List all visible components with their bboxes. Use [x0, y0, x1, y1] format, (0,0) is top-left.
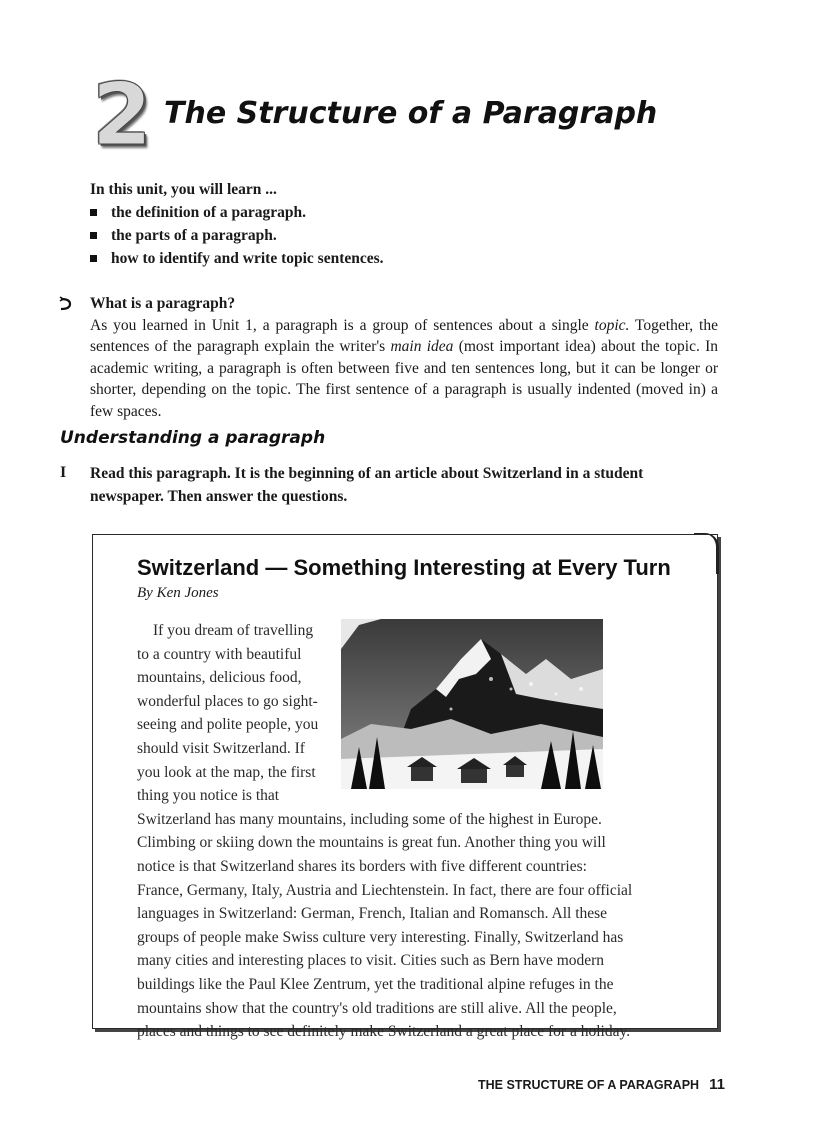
unit-title: The Structure of a Paragraph	[164, 96, 658, 131]
square-bullet-icon	[90, 209, 97, 216]
article-text-beside-photo: If you dream of travelling to a country with beautiful mountains, delicious food, wonderful places to go sight- seeing and polite people, you should visit Switzerland. If you look at the map, the first thing you notice is that	[137, 622, 319, 805]
learning-intro: In this unit, you will learn ...	[90, 181, 277, 198]
exercise-number: I	[60, 464, 67, 481]
article-text-full-width: Switzerland has many mountains, including some of the highest in Europe. Climbing or skiing down the mountains is great fun. Another thing you will notice is that Switzerland shares its borders with five different countries: France, Germany, Italy, Austria and Liechtenstein. In fact, there are four official languages in Switzerland: German, French, Italian and Romansch. All these groups of people make Swiss culture very interesting. Finally, Switzerland has many cities and interesting places to visit. Cities such as Bern have modern buildings like the Paul Klee Zentrum, yet the traditional alpine refuges in the mountains show that the country's old traditions are still alive. All the people, places and things to see definitely make Switzerland a great place for a holiday.	[137, 810, 633, 1041]
objective-item: the definition of a paragraph.	[90, 201, 384, 224]
article-body	[137, 619, 677, 1044]
page-footer	[478, 1076, 725, 1093]
article-byline: By Ken Jones	[137, 585, 219, 601]
page-curl-decoration	[694, 533, 719, 574]
unit-header	[92, 65, 732, 165]
objective-item: how to identify and write topic sentences.	[90, 247, 384, 270]
what-is-paragraph-section	[90, 293, 718, 423]
running-head: THE STRUCTURE OF A PARAGRAPH	[478, 1078, 700, 1092]
article-headline: Switzerland — Something Interesting at Every Turn	[137, 555, 671, 580]
newspaper-clipping	[92, 534, 718, 1041]
audio-track-icon	[58, 296, 72, 316]
section-heading: What is a paragraph?	[90, 295, 236, 312]
section-body: As you learned in Unit 1, a paragraph is a group of sentences about a single topic. Together, the sentences of the paragraph explain the writer's main idea (most important idea) about the topic. In academic writing, a paragraph is often between five and ten sentences long, but it can be longer or shorter, depending on the topic. The first sentence of a paragraph is usually indented (moved in) a few spaces.	[90, 316, 719, 420]
keyword-main-idea: main idea	[390, 338, 454, 356]
objectives-list	[90, 201, 384, 270]
keyword-topic: topic.	[594, 316, 630, 334]
objective-item: the parts of a paragraph.	[90, 224, 384, 247]
square-bullet-icon	[90, 255, 97, 262]
unit-number: 2	[92, 65, 152, 165]
page-number: 11	[709, 1076, 725, 1093]
exercise-instructions: Read this paragraph. It is the beginning of an article about Switzerland in a student newspaper. Then answer the questions.	[90, 465, 644, 505]
learning-objectives	[90, 178, 384, 270]
subheading-understanding: Understanding a paragraph	[60, 428, 326, 448]
square-bullet-icon	[90, 232, 97, 239]
